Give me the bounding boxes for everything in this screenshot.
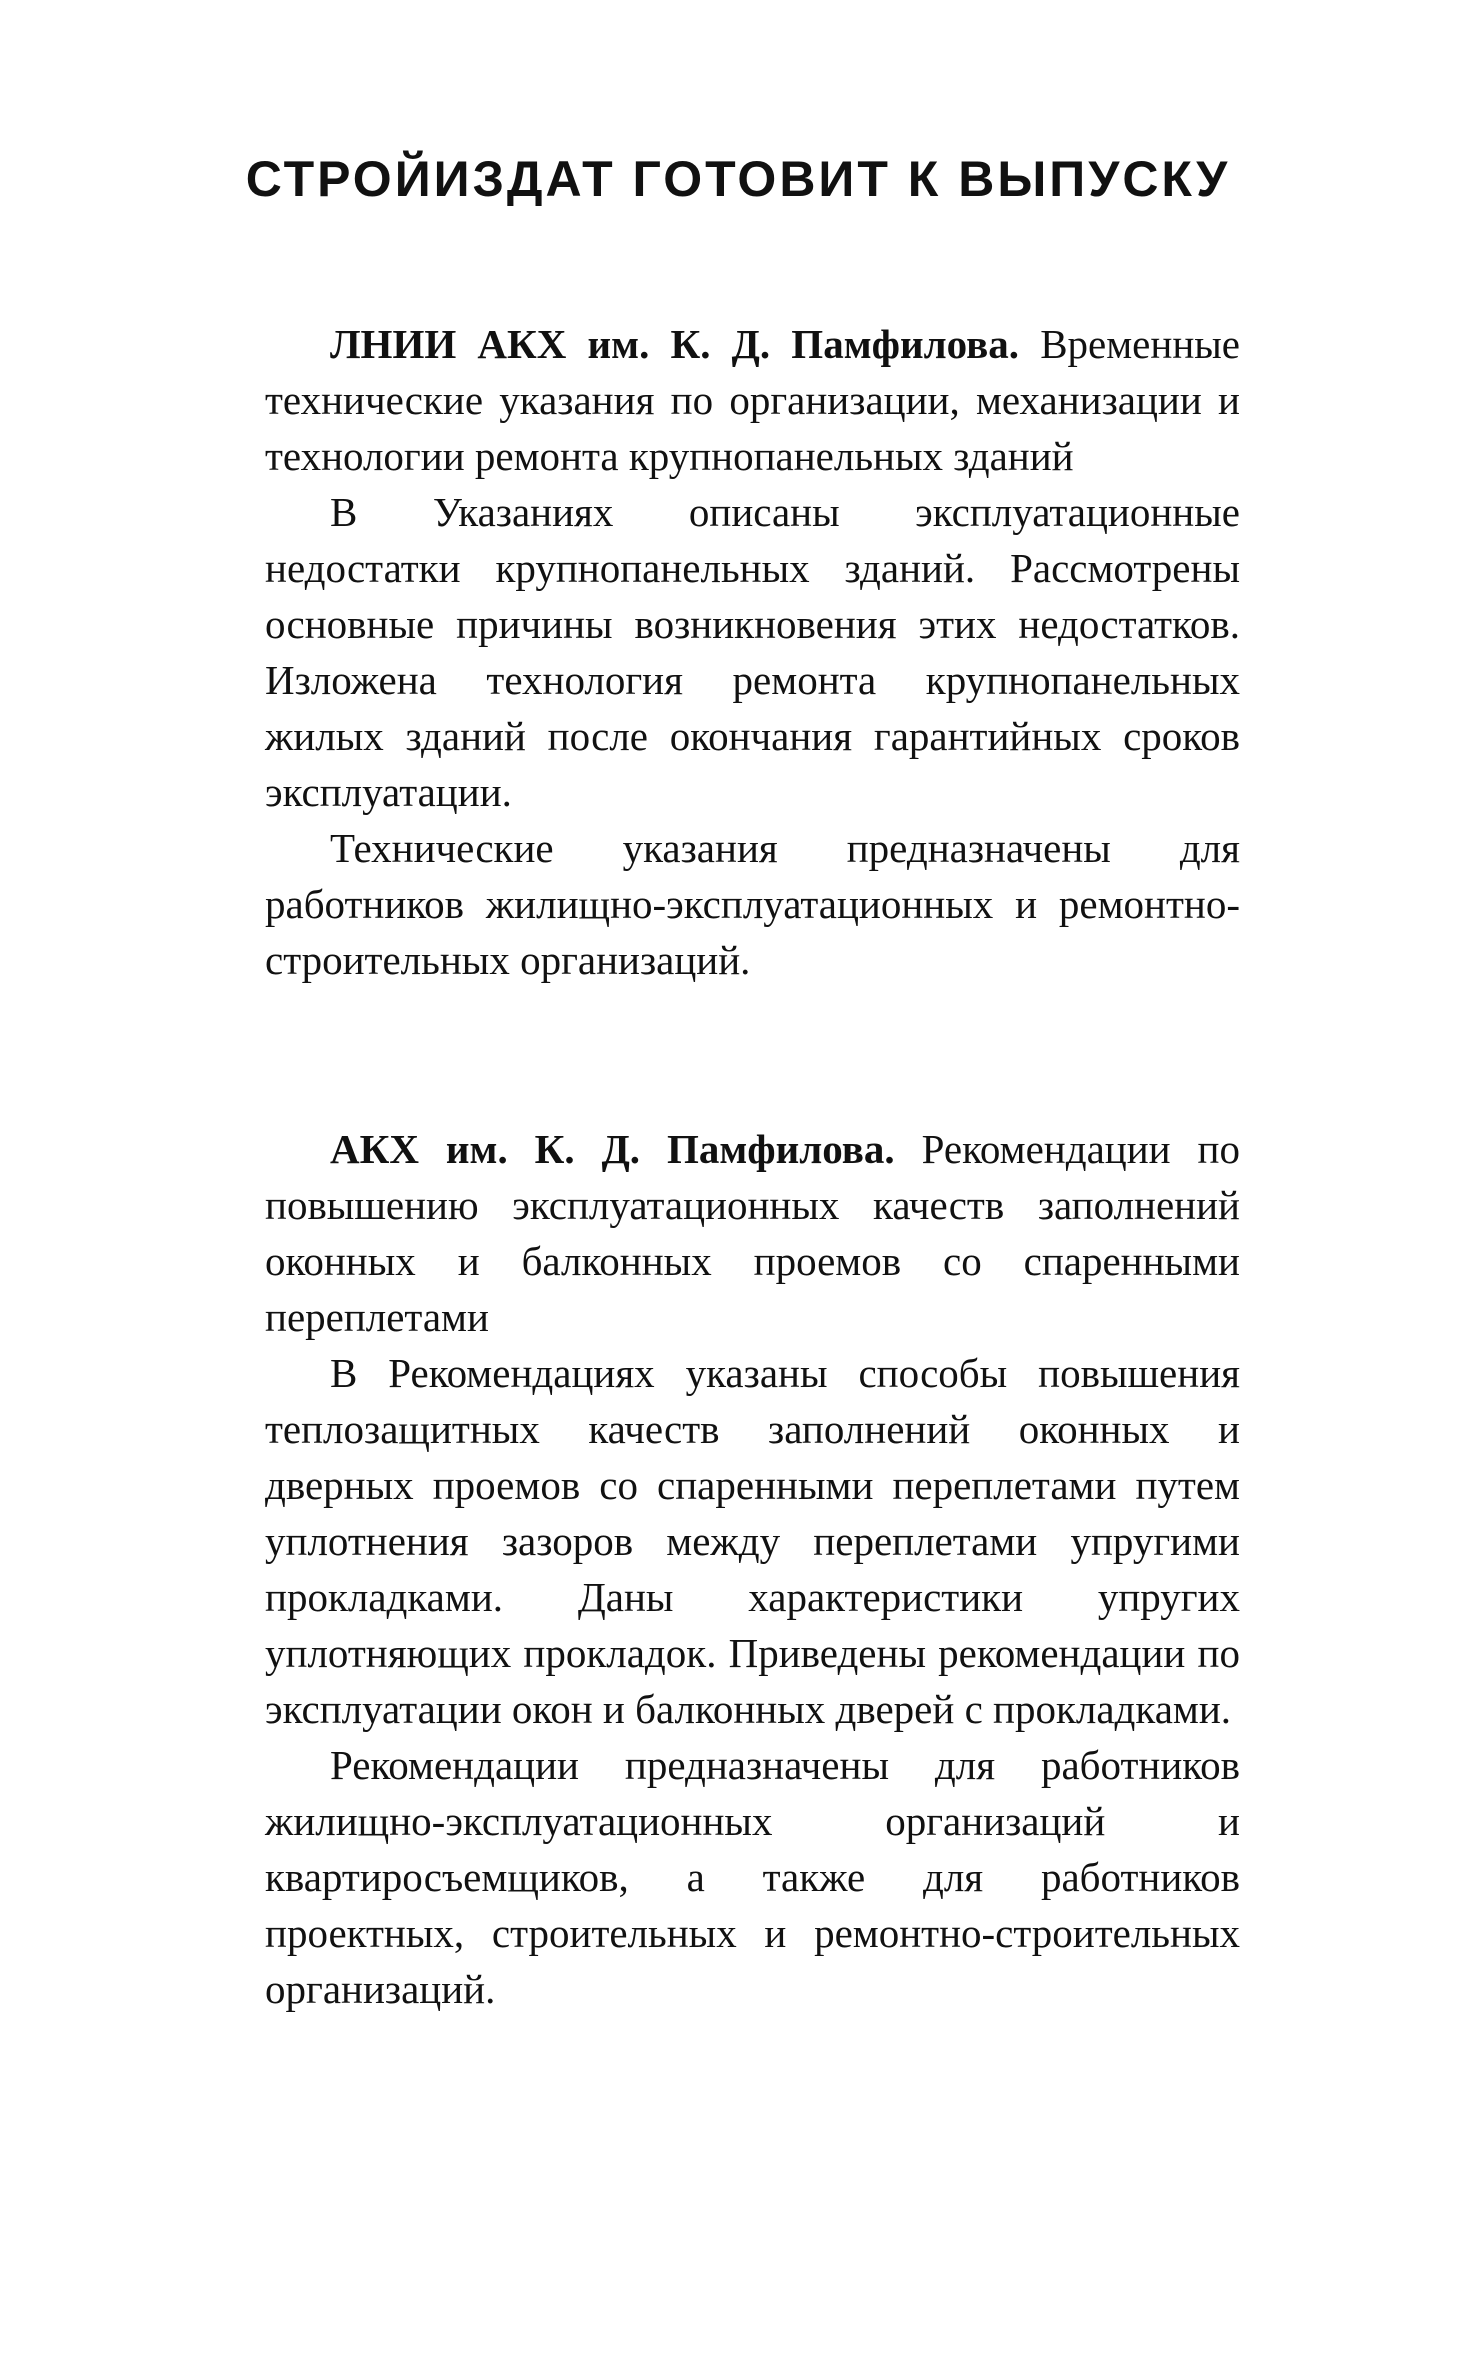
entry-audience: Рекомендации предназначены для работников жилищно-эксплуатационных организаций и квартиросъемщиков, а также для работников проектных, строительных и ремонтно-строительных организаций. <box>265 1742 1240 2012</box>
entry-author: АКХ им. К. Д. Памфилова. <box>330 1126 895 1172</box>
entry-title: Рекомендации по повышению эксплуатационных качеств заполнений оконных и балконных проемов со спаренными переплетами <box>265 1126 1240 1340</box>
page-header: СТРОЙИЗДАТ ГОТОВИТ К ВЫПУСКУ <box>245 151 1231 207</box>
entry-heading <box>265 316 1240 484</box>
publication-entry <box>265 1121 1240 2017</box>
entry-author: ЛНИИ АКХ им. К. Д. Памфилова. <box>330 321 1019 367</box>
entry-description: В Указаниях описаны эксплуатационные недостатки крупнопанельных зданий. Рассмотрены основные причины возникновения этих недостатков. Изложена технология ремонта крупнопанельных жилых зданий после окончания гарантийных сроков эксплуатации. <box>265 489 1240 815</box>
entry-title: Временные технические указания по организации, механизации и технологии ремонта крупнопанельных зданий <box>265 321 1241 479</box>
entry-description: В Рекомендациях указаны способы повышения теплозащитных качеств заполнений оконных и дверных проемов со спаренными переплетами путем уплотнения зазоров между переплетами упругими прокладками. Даны характеристики упругих уплотняющих прокладок. Приведены рекомендации по эксплуатации окон и балконных дверей с прокладками. <box>265 1350 1240 1732</box>
entry-heading <box>265 1121 1240 1345</box>
entry-audience: Технические указания предназначены для работников жилищно-эксплуатационных и ремонтно-строительных организаций. <box>265 825 1240 983</box>
publication-entry <box>265 316 1240 988</box>
